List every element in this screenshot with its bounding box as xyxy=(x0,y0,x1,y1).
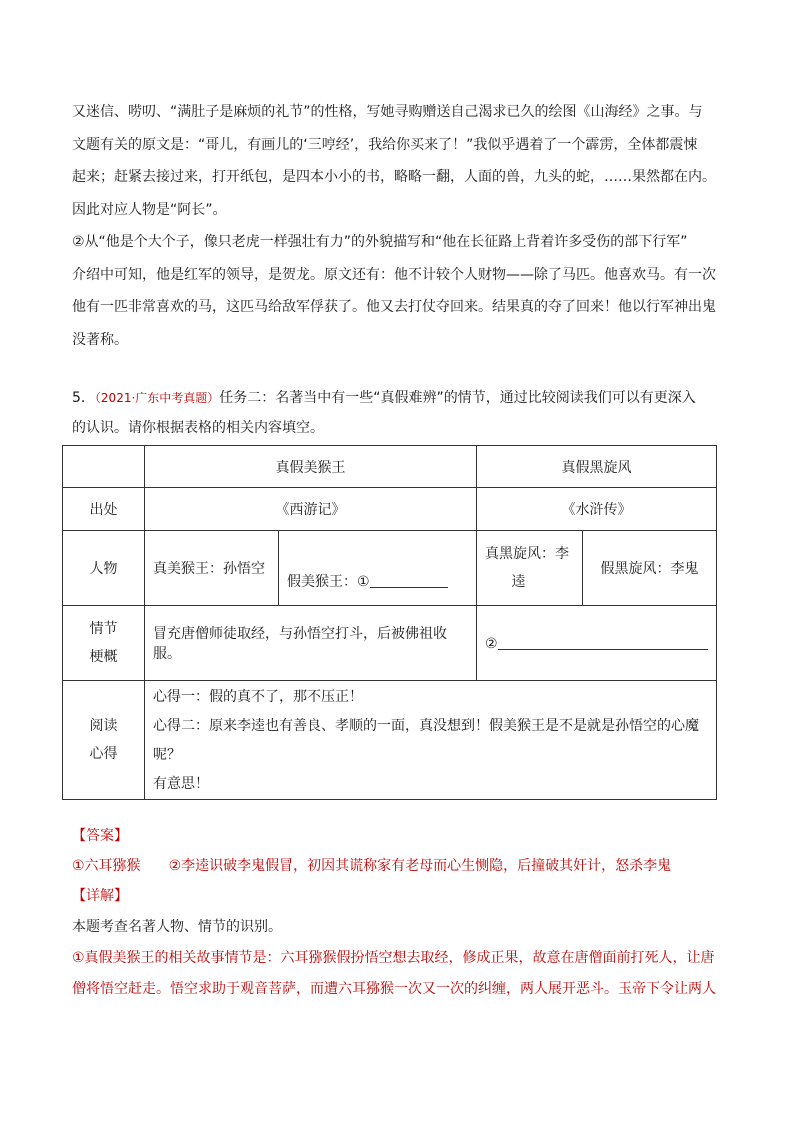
answer-heading: 【答案】 xyxy=(72,828,128,844)
question-line-2: 的认识。请你根据表格的相关内容填空。 xyxy=(72,420,324,436)
table-row-plot xyxy=(63,606,717,681)
answer-item-2: ②李逵识破李鬼假冒，初因其谎称家有老母而心生恻隐，后撞破其奸计，怒杀李鬼 xyxy=(168,858,672,874)
plot-whirlwind-line xyxy=(477,635,716,652)
fake-monkey-text: 假美猴王：① xyxy=(287,574,370,590)
text-line: 又迷信、唠叨、“满肚子是麻烦的礼节”的性格，写她寻购赠送自己渴求已久的绘图《山海经》之事。与 xyxy=(72,104,703,120)
real-monkey-cell xyxy=(145,531,279,606)
text-line: 没著称。 xyxy=(72,331,128,348)
row-label-reading-2: 心得 xyxy=(89,746,118,762)
answer-line xyxy=(72,851,722,881)
question-source: （2021·广东中考真题） xyxy=(94,391,220,405)
text-line: ②从“他是个大个子，像只老虎一样强壮有力”的外貌描写和“他在长征路上背着许多受伤的部下行军” xyxy=(72,234,688,250)
question-block xyxy=(72,383,722,443)
real-whirlwind-text xyxy=(477,540,582,596)
header-black-whirlwind: 真假黑旋风 xyxy=(477,446,717,488)
plot-monkey-text: 冒充唐僧师徒取经，与孙悟空打斗，后被佛祖收服。 xyxy=(153,626,447,662)
fake-monkey-line xyxy=(279,571,476,605)
text-line: 介绍中可知，他是红军的领导，是贺龙。原文还有：他不计较个人财物——除了马匹。他喜欢马。有一次 xyxy=(72,266,716,283)
blank-2[interactable] xyxy=(498,635,708,650)
plot-monkey-cell xyxy=(145,606,477,681)
fake-monkey-cell xyxy=(279,531,477,606)
blank-1[interactable] xyxy=(370,573,448,588)
plot-whirlwind-text: ② xyxy=(485,635,498,652)
table-row-people xyxy=(63,531,717,606)
top-paragraph xyxy=(72,96,722,226)
table-row-source xyxy=(63,488,717,531)
table-header-row xyxy=(63,446,717,488)
fake-whirlwind-cell xyxy=(583,531,717,606)
detail-line-1: 本题考查名著人物、情节的识别。 xyxy=(72,919,282,935)
text-line: 因此对应人物是“阿长”。 xyxy=(72,201,227,218)
fake-whirlwind-text: 假黑旋风：李鬼 xyxy=(600,561,699,577)
row-label-people: 人物 xyxy=(63,531,145,606)
row-label-plot-2: 梗概 xyxy=(89,649,118,665)
text-line: 文题有关的原文是：“哥儿，有画儿的‘三哼经’，我给你买来了！”我似乎遇着了一个霹雳，全体都震悚 xyxy=(72,136,698,153)
comparison-table xyxy=(62,445,717,800)
table-corner-cell xyxy=(63,446,145,488)
source-water-margin: 《水浒传》 xyxy=(477,488,717,531)
question-line-1 xyxy=(72,383,722,413)
header-monkey-king: 真假美猴王 xyxy=(145,446,477,488)
detail-heading: 【详解】 xyxy=(72,888,128,904)
real-monkey-text: 真美猴王：孙悟空 xyxy=(153,561,265,577)
reading-note-1: 心得一：假的真不了，那不压正！ xyxy=(153,689,363,705)
reading-note-2: 心得二：原来李逵也有善良、孝顺的一面，真没想到！假美猴王是不是就是孙悟空的心魔呢？ xyxy=(153,718,699,763)
reading-note-3: 有意思！ xyxy=(153,776,209,792)
source-journey-west: 《西游记》 xyxy=(145,488,477,531)
real-whirlwind-cell xyxy=(477,531,583,606)
detail-block xyxy=(72,912,722,1005)
detail-line-3: 僧将悟空赶走。悟空求助于观音菩萨，而遭六耳猕猴一次又一次的纠缠，两人展开恶斗。玉帝下令让两人 xyxy=(72,981,716,997)
plot-whirlwind-cell xyxy=(477,606,717,681)
text-line: 他有一匹非常喜欢的马，这匹马给敌军俘获了。他又去打仗夺回来。结果真的夺了回来！他以行军神出鬼 xyxy=(72,299,716,315)
second-paragraph xyxy=(72,226,722,356)
detail-line-2: ①真假美猴王的相关故事情节是：六耳猕猴假扮悟空想去取经，修成正果，故意在唐僧面前打死人，让唐 xyxy=(72,950,715,966)
question-text: 任务二：名著当中有一些“真假难辨”的情节，通过比较阅读我们可以有更深入 xyxy=(219,390,696,406)
answer-item-1: ①六耳猕猴 xyxy=(72,858,141,874)
question-number: 5． xyxy=(72,390,95,406)
real-whirlwind-line-1: 真黑旋风：李 xyxy=(485,546,569,562)
row-label-reading xyxy=(63,681,145,800)
real-whirlwind-line-2: 逵 xyxy=(511,574,526,590)
reading-notes xyxy=(145,681,716,799)
reading-notes-cell xyxy=(145,681,717,800)
row-label-reading-1: 阅读 xyxy=(89,718,118,734)
row-label-plot xyxy=(63,606,145,681)
table-row-reading xyxy=(63,681,717,800)
text-line: 起来；赶紧去接过来，打开纸包，是四本小小的书，略略一翻，人面的兽，九头的蛇，……果然都在内。 xyxy=(72,169,716,185)
row-label-plot-1: 情节 xyxy=(89,621,118,637)
row-label-source: 出处 xyxy=(63,488,145,531)
